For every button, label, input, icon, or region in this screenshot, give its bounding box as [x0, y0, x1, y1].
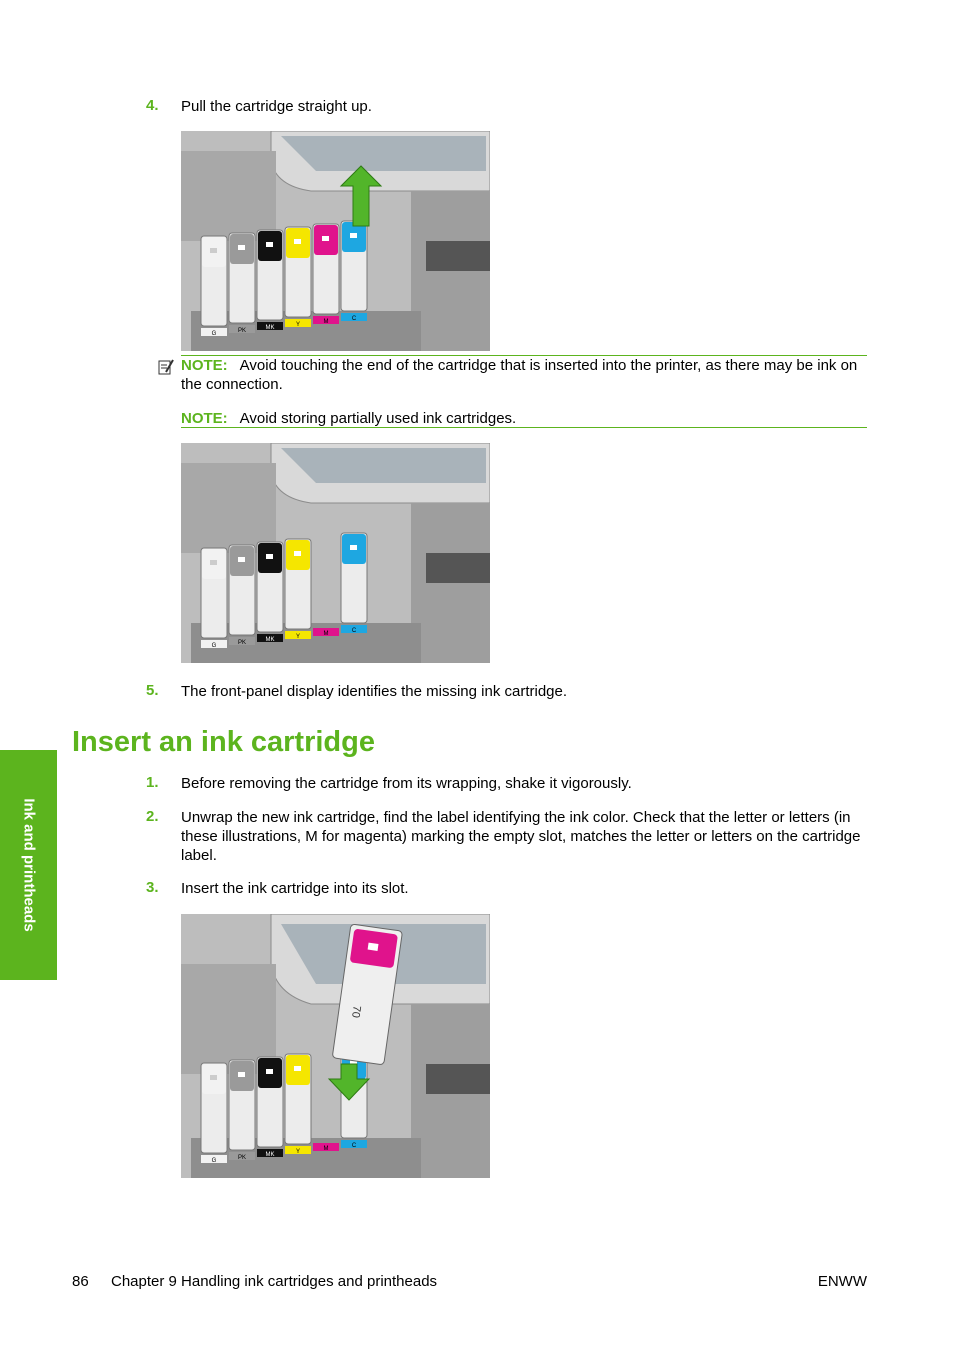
cartridge-mark — [238, 245, 245, 250]
note-icon — [157, 358, 175, 380]
cartridge-mark — [266, 1069, 273, 1074]
slot-label: C — [351, 628, 357, 634]
slot-label: M — [323, 631, 329, 637]
note-2 — [181, 409, 867, 428]
slot-label: G — [211, 1158, 217, 1164]
cartridge-mark — [350, 233, 357, 238]
slot-label: PK — [237, 1155, 247, 1161]
slot-label: C — [351, 1143, 357, 1149]
slot-label: G — [211, 643, 217, 649]
note-2-rule — [181, 427, 867, 428]
cartridge-mark — [238, 557, 245, 562]
step-5-number: 5. — [146, 682, 159, 699]
cartridge-model-label: 70 — [349, 1004, 363, 1019]
step-5-text: The front-panel display identifies the missing ink cartridge. — [181, 683, 568, 700]
side-tab-label: Ink and printheads — [20, 798, 37, 932]
note-1 — [181, 356, 867, 394]
slot-label: MK — [265, 325, 275, 331]
figure-cartridge-removed — [181, 443, 490, 663]
slot-label: M — [323, 319, 329, 325]
cartridge-mark — [238, 1072, 245, 1077]
note-2-label: NOTE: — [181, 410, 228, 427]
figure-insert-cartridge — [181, 914, 490, 1178]
step-4-text: Pull the cartridge straight up. — [181, 98, 372, 115]
cartridge-mark — [322, 236, 329, 241]
cartridge-mark — [294, 551, 301, 556]
insert-step-3-text: Insert the ink cartridge into its slot. — [181, 880, 409, 897]
note-2-text: Avoid storing partially used ink cartridges. — [239, 410, 517, 427]
insert-step-1-text: Before removing the cartridge from its wrapping, shake it vigorously. — [181, 775, 632, 792]
step-4-number: 4. — [146, 97, 159, 114]
cartridge-mark — [210, 248, 217, 253]
note-1-text: Avoid touching the end of the cartridge that is inserted into the printer, as there may be ink on the connection. — [181, 357, 858, 393]
cartridge-mark — [266, 554, 273, 559]
cartridge-mark — [350, 545, 357, 550]
cartridge-mark — [294, 239, 301, 244]
figure-pull-cartridge — [181, 131, 490, 351]
chapter-side-tab — [0, 750, 57, 980]
slot-label: MK — [265, 1152, 275, 1158]
footer-enww: ENWW — [817, 1273, 867, 1290]
slot-label: PK — [237, 640, 247, 646]
note-1-label: NOTE: — [181, 357, 228, 374]
slot-label: G — [211, 331, 217, 337]
cartridge-mark — [266, 242, 273, 247]
slot-label: Y — [295, 634, 301, 640]
slot-label: Y — [295, 1149, 301, 1155]
slot-label: PK — [237, 328, 247, 334]
slot-label: Y — [295, 322, 301, 328]
section-title: Insert an ink cartridge — [72, 726, 375, 758]
insert-step-2-text: Unwrap the new ink cartridge, find the label identifying the ink color. Check that the letter or letters (in these illustrations, M for magenta) marking the empty slot, matches the letter or letters on the cartridge label. — [181, 809, 861, 864]
slot-label: M — [323, 1146, 329, 1152]
slot-label: MK — [265, 637, 275, 643]
slot-label: C — [351, 316, 357, 322]
cartridge-mark — [210, 1075, 217, 1080]
insert-step-2-number: 2. — [146, 808, 159, 825]
page-number: 86 — [72, 1273, 89, 1290]
insert-step-3-number: 3. — [146, 879, 159, 896]
insert-step-1-number: 1. — [146, 774, 159, 791]
cartridge-mark — [210, 560, 217, 565]
footer-chapter: Chapter 9 Handling ink cartridges and printheads — [111, 1273, 438, 1290]
cartridge-mark — [294, 1066, 301, 1071]
